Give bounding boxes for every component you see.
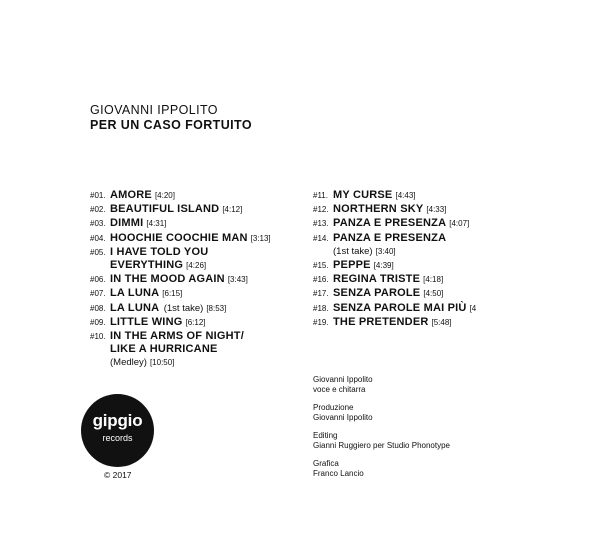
track-title: MY CURSE [333,189,393,201]
track-title: THE PRETENDER [333,315,429,328]
track-17 [313,286,513,300]
track-01 [90,188,305,202]
track-duration: [5:48] [431,317,452,327]
track-title: LITTLE WING [110,315,183,328]
track-duration: [4 [469,303,477,313]
track-title: PEPPE [333,259,371,272]
track-number: #18. [313,303,329,313]
track-duration: [3:13] [250,233,271,243]
track-02 [90,202,305,216]
track-title-line1: IN THE ARMS OF NIGHT/ [110,330,244,343]
track-title: REGINA TRISTE [333,273,421,286]
credit-line: Produzione [313,403,354,412]
track-duration: [4:20] [154,191,175,200]
track-08 [90,301,305,315]
tracklist-left [90,188,305,370]
track-16 [313,272,513,286]
track-number: #05. [90,247,106,257]
track-duration: [6:12] [185,317,206,327]
track-number: #15. [313,261,329,271]
track-14 [313,231,513,258]
track-number: #07. [90,289,106,299]
track-number: #17. [313,289,329,299]
track-duration: [10:50] [149,358,175,368]
track-number: #08. [90,303,106,313]
track-06 [90,272,305,286]
credit-graphics [313,459,450,479]
artist-name: GIOVANNI IPPOLITO [90,103,218,117]
track-10 [90,329,305,370]
track-title: PANZA E PRESENZA [333,231,447,244]
track-duration: [3:40] [375,246,396,256]
label-logo-name: gipgio [92,411,143,430]
track-title: NORTHERN SKY [333,203,424,216]
track-number: #10. [90,332,106,342]
track-number: #11. [313,191,328,200]
track-note: (Medley) [110,357,147,369]
track-05 [90,245,305,272]
track-number: #12. [313,205,329,215]
track-duration: [3:43] [227,275,248,285]
track-number: #06. [90,275,106,285]
track-number: #02. [90,205,106,215]
track-duration: [6:15] [162,289,183,299]
track-duration: [4:50] [423,289,444,299]
label-logo-sub: records [102,433,133,443]
track-19 [313,315,513,329]
track-number: #03. [90,219,106,229]
credit-line: Franco Lancio [313,469,364,478]
track-title-line1: I HAVE TOLD YOU [110,245,209,258]
label-logo [81,394,154,467]
tracklist-right [313,188,513,329]
track-11 [313,188,513,202]
track-duration: [4:43] [395,191,416,200]
track-number: #09. [90,317,106,327]
track-title: PANZA E PRESENZA [333,217,447,230]
track-18 [313,301,513,315]
track-number: #16. [313,275,329,285]
track-04 [90,231,305,245]
track-12 [313,202,513,216]
track-number: #13. [313,219,329,229]
track-title: SENZA PAROLE [333,287,421,300]
track-duration: [4:33] [426,205,447,215]
track-duration: [4:31] [146,219,167,229]
credit-line: Giovanni Ippolito [313,375,373,384]
track-title: HOOCHIE COOCHIE MAN [110,231,248,244]
track-number: #19. [313,317,329,327]
credit-production [313,403,450,423]
track-title: SENZA PAROLE MAI PIÙ [333,301,467,314]
track-number: #04. [90,233,106,243]
track-title-line2: LIKE A HURRICANE [110,343,218,356]
credit-line: Giovanni Ippolito [313,413,373,422]
credit-line: Gianni Ruggiero per Studio Phonotype [313,441,450,450]
track-duration: [4:26] [186,261,207,271]
credits [313,375,450,487]
track-note: (1st take) [333,245,373,257]
track-03 [90,216,305,230]
credit-line: voce e chitarra [313,385,366,394]
track-title: DIMMI [110,217,144,230]
track-title: AMORE [110,189,152,201]
track-title-line2: EVERYTHING [110,259,184,272]
track-duration: [4:18] [423,275,444,285]
copyright: © 2017 [104,470,132,480]
credit-performer [313,375,450,395]
track-duration: [4:12] [222,205,243,215]
album-title: PER UN CASO FORTUITO [90,118,252,132]
track-title: BEAUTIFUL ISLAND [110,203,220,216]
track-title: LA LUNA [110,301,160,314]
credit-editing [313,431,450,451]
track-note: (1st take) [163,302,204,314]
track-duration: [8:53] [206,303,227,313]
track-title: LA LUNA [110,287,160,300]
credit-line: Grafica [313,459,339,468]
track-07 [90,286,305,300]
track-09 [90,315,305,329]
track-13 [313,216,513,230]
track-number: #01. [90,191,106,200]
track-duration: [4:39] [373,261,394,271]
track-duration: [4:07] [449,219,470,229]
track-title: IN THE MOOD AGAIN [110,273,225,286]
track-number: #14. [313,233,329,243]
credit-line: Editing [313,431,338,440]
track-15 [313,258,513,272]
